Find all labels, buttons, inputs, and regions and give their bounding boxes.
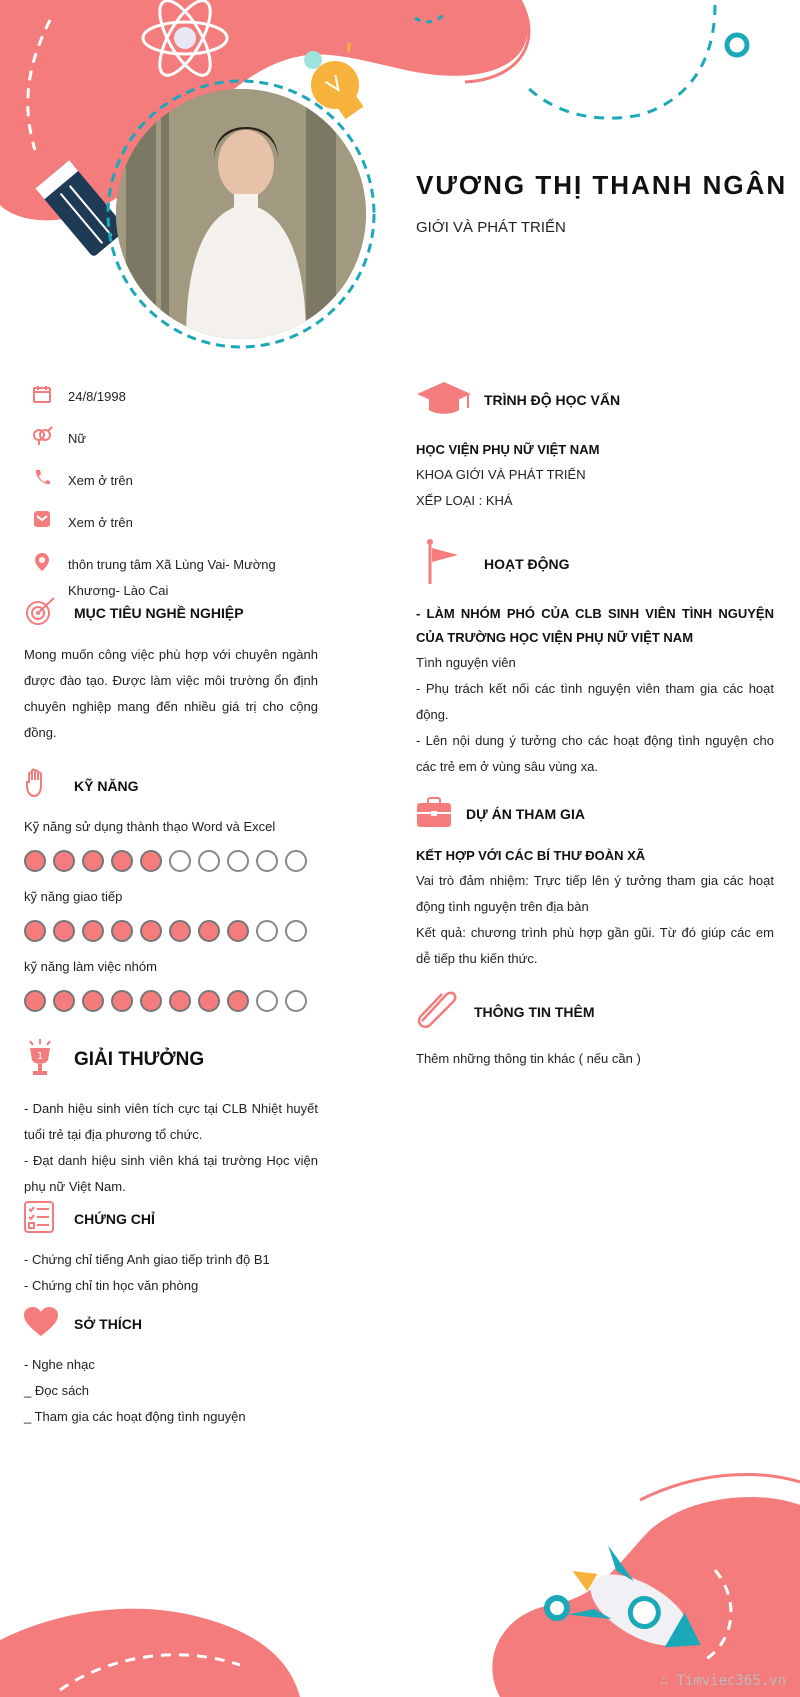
rating-dot-filled bbox=[227, 990, 249, 1012]
section-header bbox=[24, 1308, 318, 1340]
briefcase-icon bbox=[416, 796, 466, 833]
rating-dot-filled bbox=[111, 850, 133, 872]
gender-text: Nữ bbox=[68, 431, 87, 446]
faculty-text: KHOA GIỚI VÀ PHÁT TRIỂN bbox=[416, 467, 586, 482]
rating-dot-empty bbox=[256, 990, 278, 1012]
rating-dot-filled bbox=[140, 850, 162, 872]
rating-dot-filled bbox=[53, 920, 75, 942]
rating-dot-empty bbox=[285, 990, 307, 1012]
section-title: TRÌNH ĐỘ HỌC VẤN bbox=[484, 392, 621, 408]
extra-section bbox=[416, 992, 774, 1072]
rating-dot-empty bbox=[285, 920, 307, 942]
activities-section bbox=[416, 540, 774, 780]
awards-section bbox=[24, 1040, 318, 1200]
candidate-title: GIỚI VÀ PHÁT TRIỂN bbox=[416, 219, 566, 236]
certificate-line: - Chứng chỉ tin học văn phòng bbox=[24, 1278, 199, 1293]
watermark: ∴ Timviec365.vn bbox=[659, 1673, 786, 1689]
section-header bbox=[24, 1040, 318, 1080]
school-name: HỌC VIỆN PHỤ NỮ VIỆT NAM bbox=[416, 442, 600, 457]
rating-dot-filled bbox=[82, 850, 104, 872]
section-title: SỞ THÍCH bbox=[74, 1316, 142, 1332]
section-title: MỤC TIÊU NGHỀ NGHIỆP bbox=[74, 605, 244, 621]
certificates-section bbox=[24, 1203, 318, 1299]
phone-text[interactable]: Xem ở trên bbox=[68, 473, 133, 488]
heart-icon bbox=[24, 1307, 74, 1342]
section-title: CHỨNG CHỈ bbox=[74, 1211, 155, 1227]
activity-heading: - LÀM NHÓM PHÓ CỦA CLB SINH VIÊN TÌNH NGUYỆN CỦA TRƯỜNG HỌC VIỆN PHỤ NỮ VIỆT NAM bbox=[416, 606, 774, 645]
trophy-icon bbox=[24, 1038, 74, 1083]
skill-rating bbox=[24, 920, 324, 942]
grade-text: XẾP LOẠI : KHÁ bbox=[416, 493, 513, 508]
rating-dot-empty bbox=[198, 850, 220, 872]
contact-item bbox=[24, 426, 324, 452]
section-header bbox=[24, 1203, 318, 1235]
section-title: KỸ NĂNG bbox=[74, 778, 139, 794]
skill-label: kỹ năng làm việc nhóm bbox=[24, 959, 157, 974]
rating-dot-filled bbox=[24, 990, 46, 1012]
rating-dot-filled bbox=[53, 990, 75, 1012]
section-title: DỰ ÁN THAM GIA bbox=[466, 806, 585, 822]
section-title: GIẢI THƯỞNG bbox=[74, 1049, 205, 1070]
rating-dot-filled bbox=[169, 990, 191, 1012]
rating-dot-filled bbox=[227, 920, 249, 942]
phone-icon bbox=[24, 468, 68, 486]
extra-text: Thêm những thông tin khác ( nếu cần ) bbox=[416, 1051, 641, 1066]
hobbies-section bbox=[24, 1308, 318, 1430]
activity-line: - Phụ trách kết nối các tình nguyện viên tham gia các hoạt động. bbox=[416, 681, 774, 722]
award-line: - Đạt danh hiệu sinh viên khá tại trường Học viện phụ nữ Việt Nam. bbox=[24, 1153, 318, 1194]
section-header bbox=[416, 380, 774, 420]
project-role: Vai trò đảm nhiệm: Trực tiếp lên ý tưởng tham gia các hoạt động tình nguyện trên địa bàn bbox=[416, 873, 774, 914]
svg-text:1: 1 bbox=[36, 1050, 44, 1062]
candidate-name: VƯƠNG THỊ THANH NGÂN bbox=[416, 170, 788, 200]
hobby-line: _ Đọc sách bbox=[24, 1383, 90, 1398]
rating-dot-filled bbox=[24, 850, 46, 872]
graduation-cap-icon bbox=[416, 380, 484, 421]
paperclip-icon bbox=[416, 990, 474, 1035]
skill-rating bbox=[24, 990, 324, 1012]
email-text[interactable]: Xem ở trên bbox=[68, 515, 133, 530]
profile-photo bbox=[116, 89, 366, 339]
checklist-icon bbox=[24, 1201, 74, 1238]
rating-dot-filled bbox=[198, 990, 220, 1012]
rating-dot-filled bbox=[140, 920, 162, 942]
location-icon bbox=[24, 552, 68, 572]
hobby-line: - Nghe nhạc bbox=[24, 1357, 95, 1372]
calendar-icon bbox=[24, 384, 68, 404]
rating-dot-filled bbox=[169, 920, 191, 942]
section-header bbox=[416, 540, 774, 588]
skills-list bbox=[24, 814, 324, 1012]
award-line: - Danh hiệu sinh viên tích cực tại CLB Nhiệt huyết tuổi trẻ tại địa phương tổ chức. bbox=[24, 1101, 318, 1142]
section-header bbox=[416, 796, 774, 832]
hand-icon bbox=[24, 768, 74, 805]
address-text: thôn trung tâm Xã Lùng Vai- Mường Khương- Lào Cai bbox=[68, 557, 276, 598]
rating-dot-empty bbox=[285, 850, 307, 872]
email-icon bbox=[24, 510, 68, 528]
section-header bbox=[24, 770, 324, 802]
rating-dot-empty bbox=[256, 850, 278, 872]
contact-item bbox=[24, 384, 324, 410]
contact-list bbox=[24, 384, 324, 620]
objective-text: Mong muốn công việc phù hợp với chuyên ngành được đào tạo. Được làm việc môi trường ổn định chuyên nghiệp mang đến nhiều giá trị cho cộng đồng. bbox=[24, 647, 318, 740]
rating-dot-filled bbox=[82, 920, 104, 942]
skill-rating bbox=[24, 850, 324, 872]
rating-dot-empty bbox=[169, 850, 191, 872]
gender-icon bbox=[24, 426, 68, 446]
rating-dot-empty bbox=[227, 850, 249, 872]
birthdate-text: 24/8/1998 bbox=[68, 389, 126, 404]
rating-dot-filled bbox=[82, 990, 104, 1012]
project-result: Kết quả: chương trình phù hợp gần gũi. Từ đó giúp các em dễ tiếp thu kiến thức. bbox=[416, 925, 774, 966]
objective-section bbox=[24, 596, 318, 746]
section-title: HOẠT ĐỘNG bbox=[484, 556, 570, 572]
rating-dot-filled bbox=[24, 920, 46, 942]
target-icon bbox=[24, 595, 74, 632]
skill-label: kỹ năng giao tiếp bbox=[24, 889, 123, 904]
activity-line: - Lên nội dung ý tưởng cho các hoạt động tình nguyện cho các trẻ em ở vùng sâu vùng xa. bbox=[416, 733, 774, 774]
hobby-line: _ Tham gia các hoạt động tình nguyện bbox=[24, 1409, 246, 1424]
certificate-line: - Chứng chỉ tiếng Anh giao tiếp trình độ B1 bbox=[24, 1252, 270, 1267]
activity-role: Tình nguyện viên bbox=[416, 655, 516, 670]
contact-item bbox=[24, 510, 324, 536]
section-title: THÔNG TIN THÊM bbox=[474, 1004, 595, 1020]
section-header bbox=[24, 596, 318, 630]
education-section bbox=[416, 380, 774, 514]
rating-dot-filled bbox=[198, 920, 220, 942]
skill-label: Kỹ năng sử dụng thành thạo Word và Excel bbox=[24, 819, 276, 834]
flag-icon bbox=[416, 538, 484, 591]
rating-dot-filled bbox=[111, 990, 133, 1012]
rating-dot-empty bbox=[256, 920, 278, 942]
rating-dot-filled bbox=[111, 920, 133, 942]
contact-item bbox=[24, 468, 324, 494]
project-heading: KẾT HỢP VỚI CÁC BÍ THƯ ĐOÀN XÃ bbox=[416, 848, 646, 863]
section-header bbox=[416, 992, 774, 1032]
rating-dot-filled bbox=[140, 990, 162, 1012]
rating-dot-filled bbox=[53, 850, 75, 872]
skills-section bbox=[24, 770, 324, 1012]
projects-section bbox=[416, 796, 774, 972]
